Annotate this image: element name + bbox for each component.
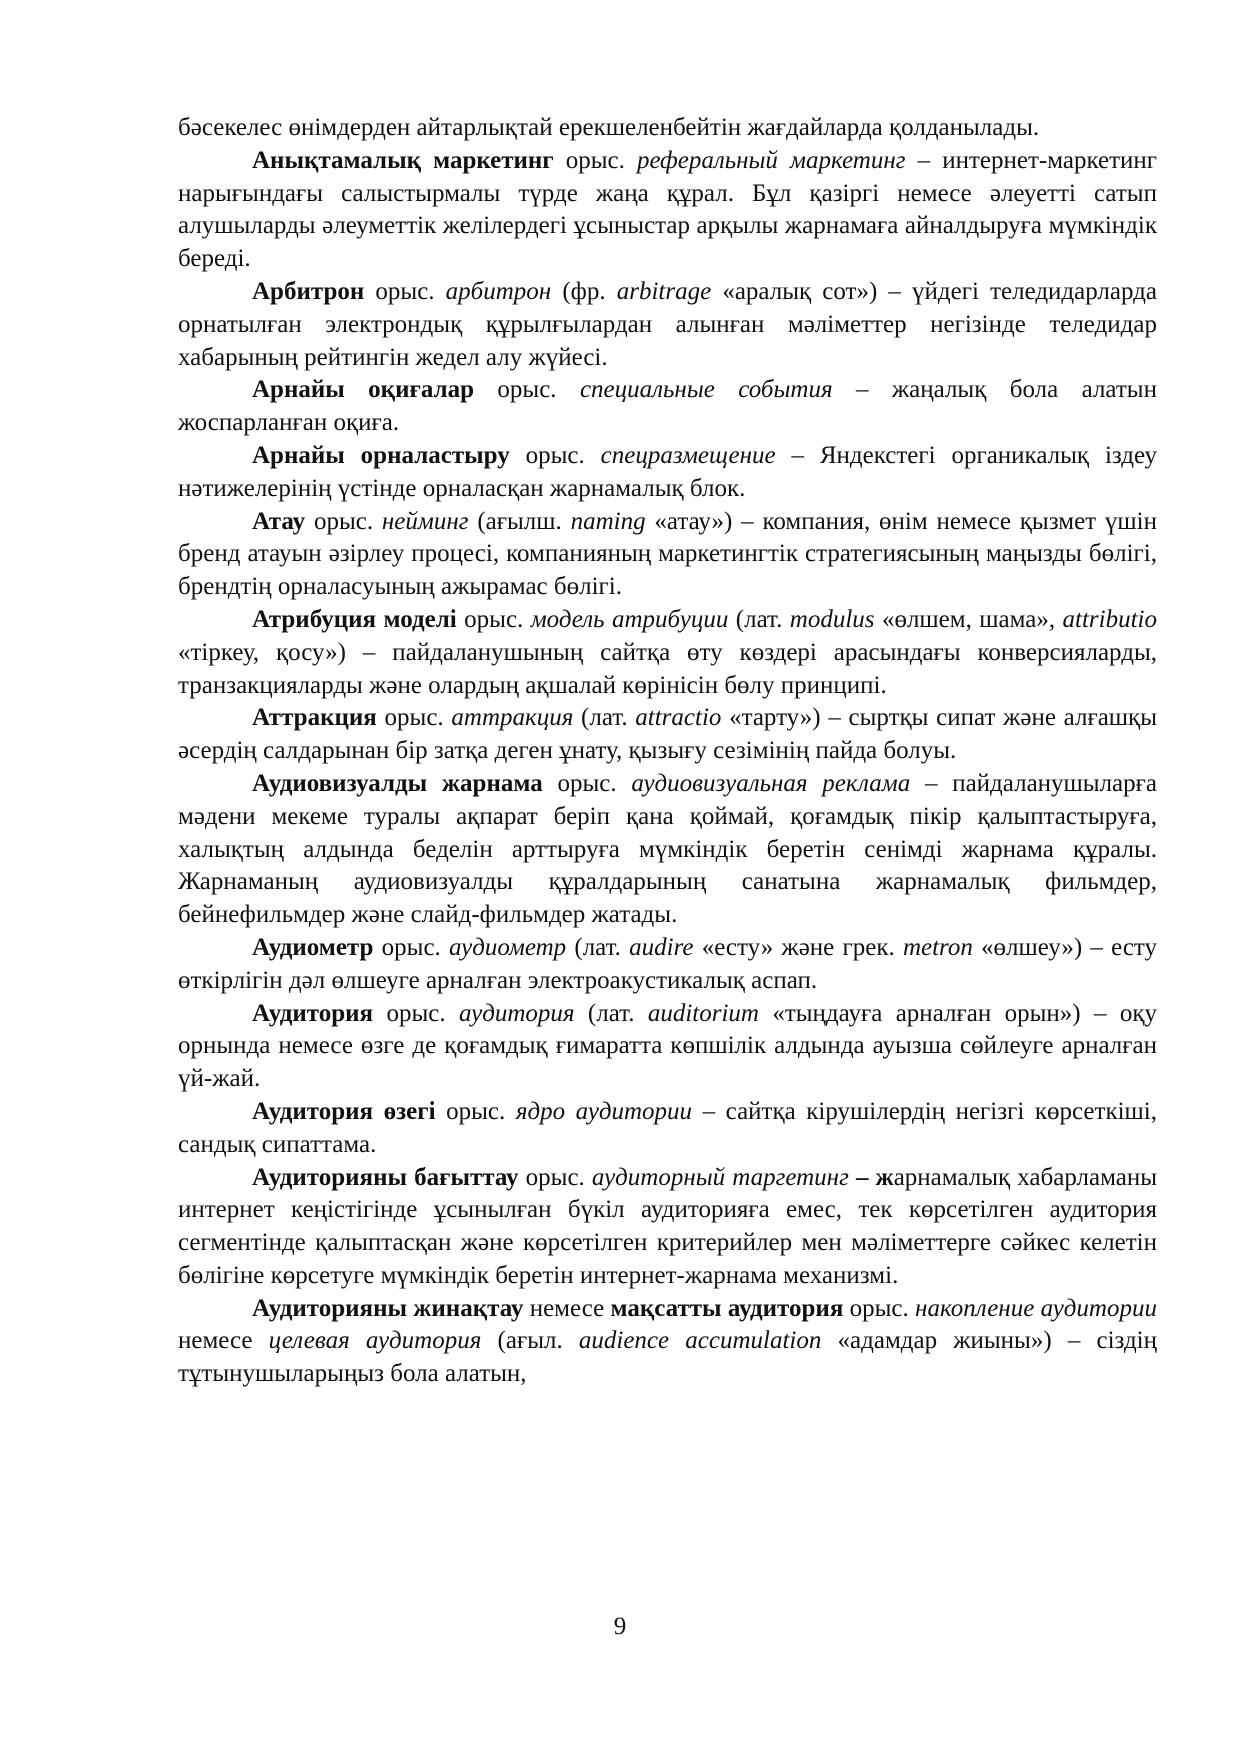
term-italic: modulus [789, 605, 875, 633]
glossary-entry [178, 1293, 1157, 1391]
glossary-entry [178, 506, 1157, 604]
entry-text: (лат. [566, 933, 630, 961]
entry-text: – жаңалық бола алатын жоспарланған оқиға. [178, 376, 1157, 437]
glossary-entry [178, 932, 1157, 998]
entry-text: орыс. [305, 507, 382, 535]
entry-text: «аралық сот») – үйдегі теледидарларда орнатылған электрондық құрылғылардан алынған мәліметтер негізінде теледидар хабарының рейтингін жедел алу жүйесі. [178, 277, 1157, 371]
glossary-entry [178, 998, 1157, 1096]
term-italic: арбитрон [445, 277, 552, 305]
entry-text: «есту» және грек. [693, 933, 903, 961]
term-italic: ядро аудитории [515, 1097, 693, 1125]
term-italic: attributio [1062, 605, 1157, 633]
entry-text: орыс. [456, 605, 531, 633]
entry-text: немесе [523, 1294, 611, 1322]
term-italic: auditorium [647, 999, 759, 1027]
term-italic: реферальный маркетинг [637, 146, 906, 174]
entry-text: (фр. [551, 277, 617, 305]
term-italic: audire [629, 933, 694, 961]
term-italic: накопление аудитории [915, 1294, 1157, 1322]
term-italic: attractio [635, 704, 722, 732]
term-bold: – ж [848, 1163, 894, 1191]
glossary-entry [178, 1096, 1157, 1162]
entry-text: орыс. [364, 277, 446, 305]
term-bold: Аудиовизуалды жарнама [252, 769, 543, 797]
entry-text: (ағылш. [468, 507, 571, 535]
term-italic: аттракция [451, 704, 574, 732]
glossary-entry [178, 702, 1157, 768]
term-bold: Арнайы орналастыру [252, 441, 510, 469]
term-bold: Аудитория [252, 999, 374, 1027]
entry-text: «өлшеу») – есту өткірлігін дәл өлшеуге арналған электроакустикалық аспап. [178, 933, 1158, 994]
term-bold: мақсатты аудитория [610, 1294, 844, 1322]
term-bold: Анықтамалық маркетинг [252, 146, 554, 174]
term-bold: Аудиометр [252, 933, 374, 961]
entry-text: орыс. [373, 999, 459, 1027]
page-number: 9 [613, 1613, 627, 1640]
term-italic: нейминг [381, 507, 469, 535]
term-italic: аудиометр [449, 933, 567, 961]
term-bold: Аудиторияны жинақтау [252, 1294, 524, 1322]
entry-text: орыс. [509, 441, 601, 469]
term-italic: модель атрибуции [530, 605, 729, 633]
entry-text: орыс. [474, 376, 580, 404]
entry-text: орыс. [435, 1097, 516, 1125]
entry-text: (ағыл. [481, 1327, 579, 1355]
term-italic: naming [570, 507, 646, 535]
term-bold: Аудиторияны бағыттау [252, 1163, 519, 1191]
entry-text: орыс. [373, 933, 449, 961]
entry-text: орыс. [376, 704, 452, 732]
term-italic: целевая аудитория [268, 1327, 482, 1355]
term-italic: аудиторный таргетинг [591, 1163, 849, 1191]
entry-text: – интернет-маркетинг нарығындағы салыстырмалы түрде жаңа құрал. Бұл қазіргі немесе әлеуетті сатып алушыларды әлеуметтік желілердегі ұсыныстар арқылы жарнамаға айналдыруға мүмкіндік береді. [178, 146, 1158, 273]
glossary-entry [178, 768, 1157, 932]
entry-text: (лат. [574, 999, 648, 1027]
entry-text: – Яндекстегі органикалық іздеу нәтижелерінің үстінде орналасқан жарнамалық блок. [178, 441, 1158, 502]
entry-text: орыс. [542, 769, 632, 797]
entry-text: «өлшем, шама», [874, 605, 1063, 633]
term-bold: Атрибуция моделі [252, 605, 457, 633]
entry-text: «адамдар жиыны») – сіздің тұтынушыларыңыз бола алатын, [178, 1327, 1158, 1388]
glossary-entry [178, 1162, 1157, 1293]
entry-text: – пайдаланушыларға мәдени мекеме туралы ақпарат беріп қана қоймай, қоғамдық пікір қалыптастыруға, халықтың алдында беделін арттыруға мүмкіндік беретін сенімді жарнама құралы. Жарнаманың аудиовизуалды құралдарының санатына жарнамалық фильмдер, бейнефильмдер және слайд-фильмдер жатады. [178, 769, 1158, 929]
entry-text: орыс. [518, 1163, 592, 1191]
glossary-entry [178, 374, 1157, 440]
entry-text: – сайтқа кірушілердің негізгі көрсеткіші, сандық сипаттама. [178, 1097, 1157, 1158]
glossary-entries [178, 145, 1157, 1391]
entry-text: арнамалық хабарламаны интернет кеңістігінде ұсынылған бүкіл аудиторияға емес, тек көрсетілген аудитория сегментінде қалыптасқан және көрсетілген критерийлер мен мәліметтерге сәйкес келетін бөлігіне көрсетуге мүмкіндік беретін интернет-жарнама механизмі. [178, 1163, 1157, 1289]
term-italic: аудитория [459, 999, 575, 1027]
document-body [178, 112, 1157, 1391]
entry-text: (лат. [728, 605, 790, 633]
term-bold: Арнайы оқиғалар [252, 376, 474, 404]
term-bold: Атау [252, 507, 306, 535]
entry-text: (лат. [573, 704, 636, 732]
term-bold: Аудитория өзегі [252, 1097, 436, 1125]
entry-text: «атау») – компания, өнім немесе қызмет үшін бренд атауын әзірлеу процесі, компанияның маркетингтік стратегиясының маңызды бөлігі, брендтің орналасуының ажырамас бөлігі. [178, 507, 1157, 601]
glossary-entry [178, 604, 1157, 702]
term-italic: специальные события [579, 376, 833, 404]
intro-paragraph: бәсекелес өнімдерден айтарлықтай ерекшеленбейтін жағдайларда қолданылады. [178, 114, 1040, 141]
term-italic: аудиовизуальная реклама [631, 769, 911, 797]
entry-text: орыс. [843, 1294, 916, 1322]
term-italic: спецразмещение [600, 441, 776, 469]
entry-text: орыс. [553, 146, 637, 174]
term-bold: Аттракция [252, 704, 377, 732]
glossary-entry [178, 276, 1157, 374]
entry-text: «тыңдауға арналған орын») – оқу орнында немесе өзге де қоғамдық ғимаратта көпшілік алдында ауызша сөйлеуге арналған үй-жай. [178, 999, 1158, 1093]
term-italic: metron [902, 933, 973, 961]
term-italic: audience accumulation [578, 1327, 822, 1355]
term-bold: Арбитрон [252, 277, 365, 305]
glossary-entry [178, 145, 1157, 276]
glossary-entry [178, 440, 1157, 506]
term-italic: arbitrage [616, 277, 712, 305]
entry-text: «тіркеу, қосу») – пайдаланушының сайтқа өту көздері арасындағы конверсияларды, транзакцияларды және олардың ақшалай көрінісін бөлу принципі. [178, 638, 1157, 699]
entry-text: «тарту») – сыртқы сипат және алғашқы әсердің салдарынан бір затқа деген ұнату, қызығу сезімінің пайда болуы. [178, 704, 1157, 765]
entry-text: немесе [178, 1327, 269, 1355]
